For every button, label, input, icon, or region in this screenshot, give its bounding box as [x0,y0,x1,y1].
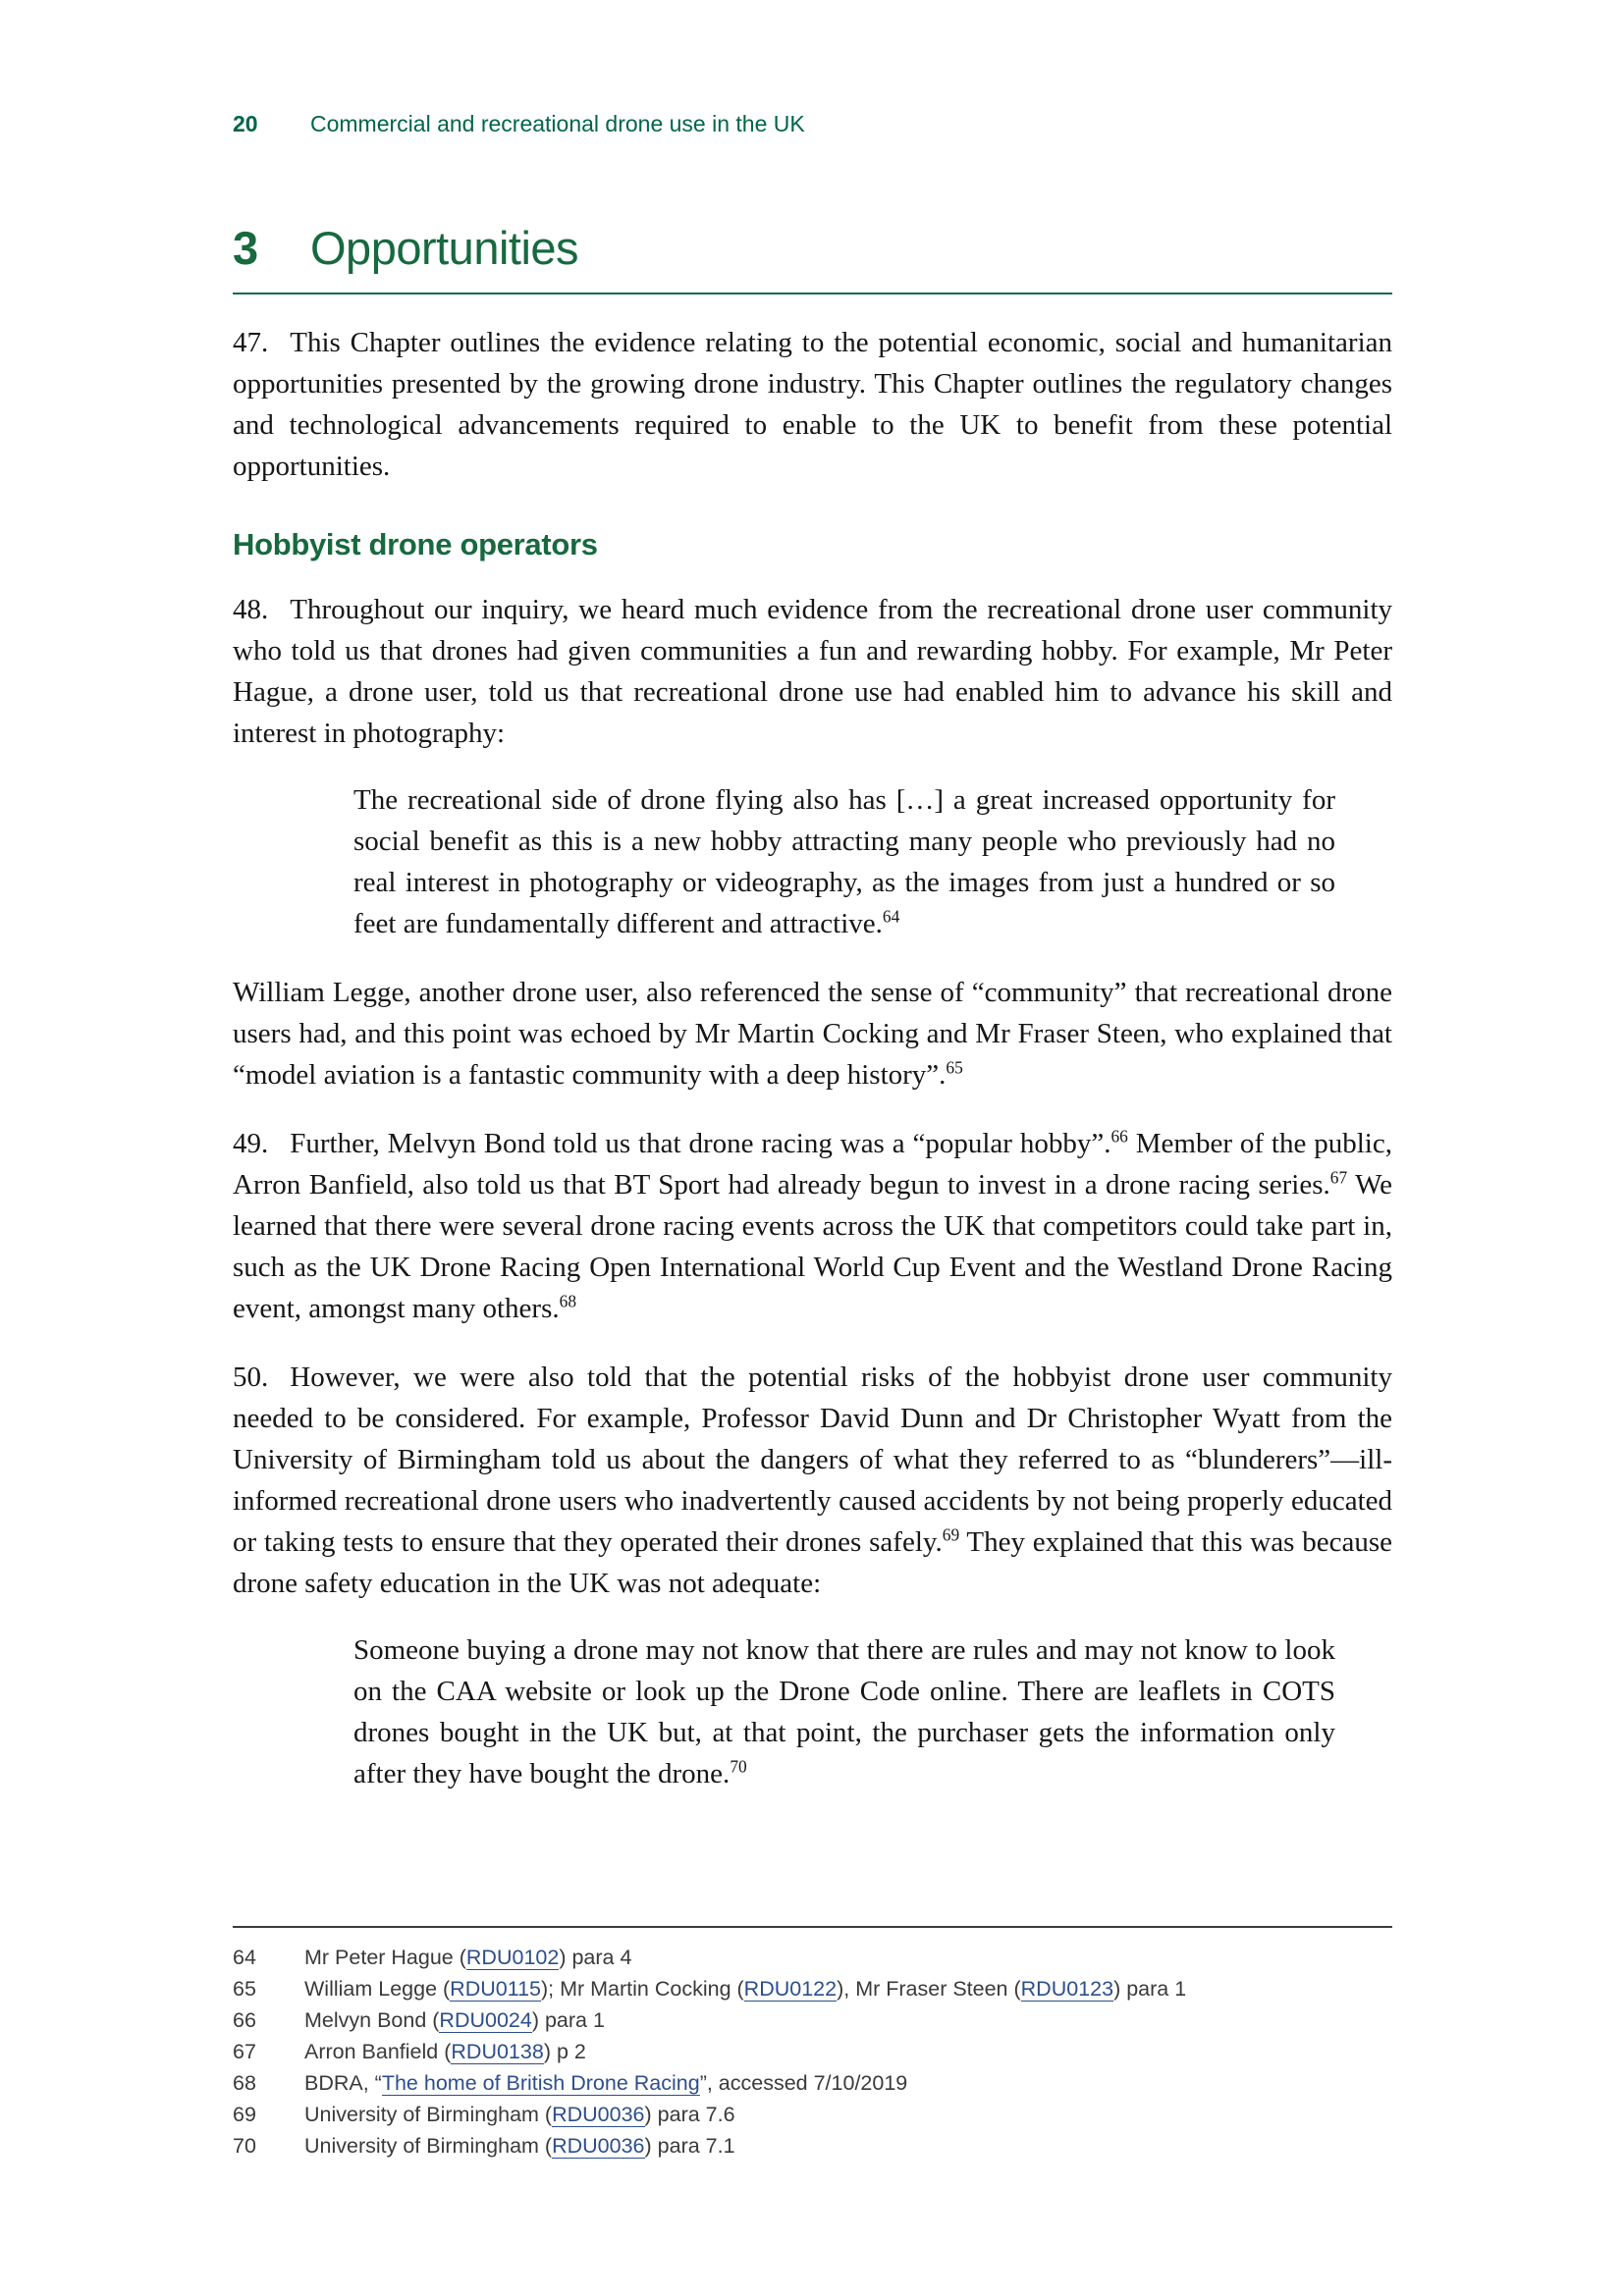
paragraph-number: 47. [233,327,269,359]
chapter-number: 3 [233,222,258,274]
footnote-text: ), Mr Fraser Steen ( [837,1977,1021,2001]
paragraph-47 [233,322,1392,487]
running-title: Commercial and recreational drone use in the UK [310,111,805,136]
footnote-link[interactable]: RDU0102 [465,1946,560,1969]
page-header [233,110,1392,137]
footnote-link[interactable]: RDU0123 [1020,1977,1114,2001]
paragraph-text: Further, Melvyn Bond told us that drone racing was a “popular hobby”. [290,1128,1111,1160]
footnote-text: ) p 2 [543,2040,586,2063]
footnote-text: ) para 7.1 [644,2134,735,2158]
page-number: 20 [233,111,258,136]
footnote-ref-66: 66 [1110,1126,1128,1147]
footnote-body [304,2130,1392,2162]
paragraph-text: Member of the public, Arron Banfield, also told us that BT Sport had already begun to invest in a drone racing series. [233,1128,1392,1201]
footnote-ref-68: 68 [559,1291,577,1311]
footnote-link[interactable]: RDU0036 [552,2103,645,2126]
footnote-link[interactable]: RDU0122 [743,1977,838,2001]
footnote-69 [233,2099,1392,2130]
page-content [233,110,1392,1794]
footnote-text: University of Birmingham ( [304,2134,553,2158]
paragraph-text: William Legge, another drone user, also referenced the sense of “community” that recreational drone users had, and this point was echoed by Mr Martin Cocking and Mr Fraser Steen, who explained that “model aviation is a fantastic community with a deep history”. [233,977,1392,1092]
footnote-ref-67: 67 [1329,1167,1348,1188]
footnote-text: University of Birmingham ( [304,2103,553,2126]
paragraph-text: We learned that there were several drone racing events across the UK that competitors could take part in, such as the UK Drone Racing Open International World Cup Event and the Westland Drone Racing event, amongst many others. [233,1169,1392,1325]
footnote-link[interactable]: RDU0138 [451,2040,544,2063]
footnote-number: 64 [233,1946,256,1969]
footnote-body [304,2036,1392,2067]
footnote-text: Mr Peter Hague ( [304,1946,466,1969]
footnote-ref-65: 65 [946,1057,963,1078]
section-heading-hobbyist: Hobbyist drone operators [233,527,598,562]
footnote-number: 65 [233,1977,256,2001]
paragraph-text: However, we were also told that the potential risks of the hobbyist drone user community needed to be considered. For example, Professor David Dunn and Dr Christopher Wyatt from the University of Birmingham told us about the dangers of what they referred to as “blunderers”—ill-informed recreational drone users who inadvertently caused accidents by not being properly educated or taking tests to ensure that they operated their drones safely. [233,1362,1392,1559]
footnote-text: BDRA, “ [304,2071,382,2095]
footnote-text: ) para 1 [531,2008,605,2032]
quote-birmingham [353,1629,1335,1794]
footnote-ref-64: 64 [882,906,900,927]
paragraph-number: 50. [233,1362,269,1394]
footnote-body [304,2099,1392,2130]
footnote-ref-69: 69 [942,1524,960,1545]
footnote-ref-70: 70 [730,1756,747,1777]
footnote-number: 67 [233,2040,256,2063]
paragraph-number: 49. [233,1128,269,1160]
footnote-body [304,2067,1392,2099]
paragraph-48 [233,589,1392,754]
footnote-link[interactable]: RDU0024 [439,2008,532,2032]
footnote-65 [233,1973,1392,2004]
footnote-body [304,1973,1392,2004]
footnote-number: 68 [233,2071,256,2095]
paragraph-text: This Chapter outlines the evidence relating to the potential economic, social and humanitarian opportunities presented by the growing drone industry. This Chapter outlines the regulatory changes and technological advancements required to enable to the UK to benefit from these potential opportunities. [233,327,1392,483]
footnote-text: William Legge ( [304,1977,451,2001]
chapter-heading [233,222,1392,294]
quote-peter-hague [353,779,1335,944]
footnote-body [304,1942,1392,1973]
footnotes-section [233,1926,1392,2162]
footnote-68 [233,2067,1392,2099]
paragraph-text: They explained that this was because drone safety education in the UK was not adequate: [233,1526,1392,1600]
footnote-text: ) para 1 [1113,1977,1187,2001]
footnote-text: Arron Banfield ( [304,2040,452,2063]
footnote-text: Melvyn Bond ( [304,2008,440,2032]
quote-text: The recreational side of drone flying also has […] a great increased opportunity for social benefit as this is a new hobby attracting many people who previously had no real interest in photography or videography, as the images from just a hundred or so feet are fundamentally different and attractive. [353,784,1335,940]
paragraph-number: 48. [233,594,269,626]
footnote-link[interactable]: RDU0036 [552,2134,645,2158]
footnote-67 [233,2036,1392,2067]
footnote-text: ); Mr Martin Cocking ( [541,1977,744,2001]
footnote-text: ”, accessed 7/10/2019 [699,2071,908,2095]
footnote-body [304,2004,1392,2036]
footnote-link[interactable]: The home of British Drone Racing [381,2071,700,2095]
paragraph-48-continued [233,972,1392,1095]
paragraph-50 [233,1357,1392,1604]
footnote-66 [233,2004,1392,2036]
footnote-text: ) para 4 [559,1946,632,1969]
quote-text: Someone buying a drone may not know that there are rules and may not know to look on the CAA website or look up the Drone Code online. There are leaflets in COTS drones bought in the UK but, at that point, the purchaser gets the information only after they have bought the drone. [353,1634,1335,1790]
chapter-title: Opportunities [310,222,579,274]
footnote-number: 70 [233,2134,256,2158]
paragraph-49 [233,1123,1392,1329]
footnote-number: 66 [233,2008,256,2032]
footnote-link[interactable]: RDU0115 [450,1977,541,2001]
paragraph-text: Throughout our inquiry, we heard much evidence from the recreational drone user community who told us that drones had given communities a fun and rewarding hobby. For example, Mr Peter Hague, a drone user, told us that recreational drone use had enabled him to advance his skill and interest in photography: [233,594,1392,750]
footnote-64 [233,1942,1392,1973]
footnote-text: ) para 7.6 [644,2103,735,2126]
footnote-70 [233,2130,1392,2162]
footnote-number: 69 [233,2103,256,2126]
